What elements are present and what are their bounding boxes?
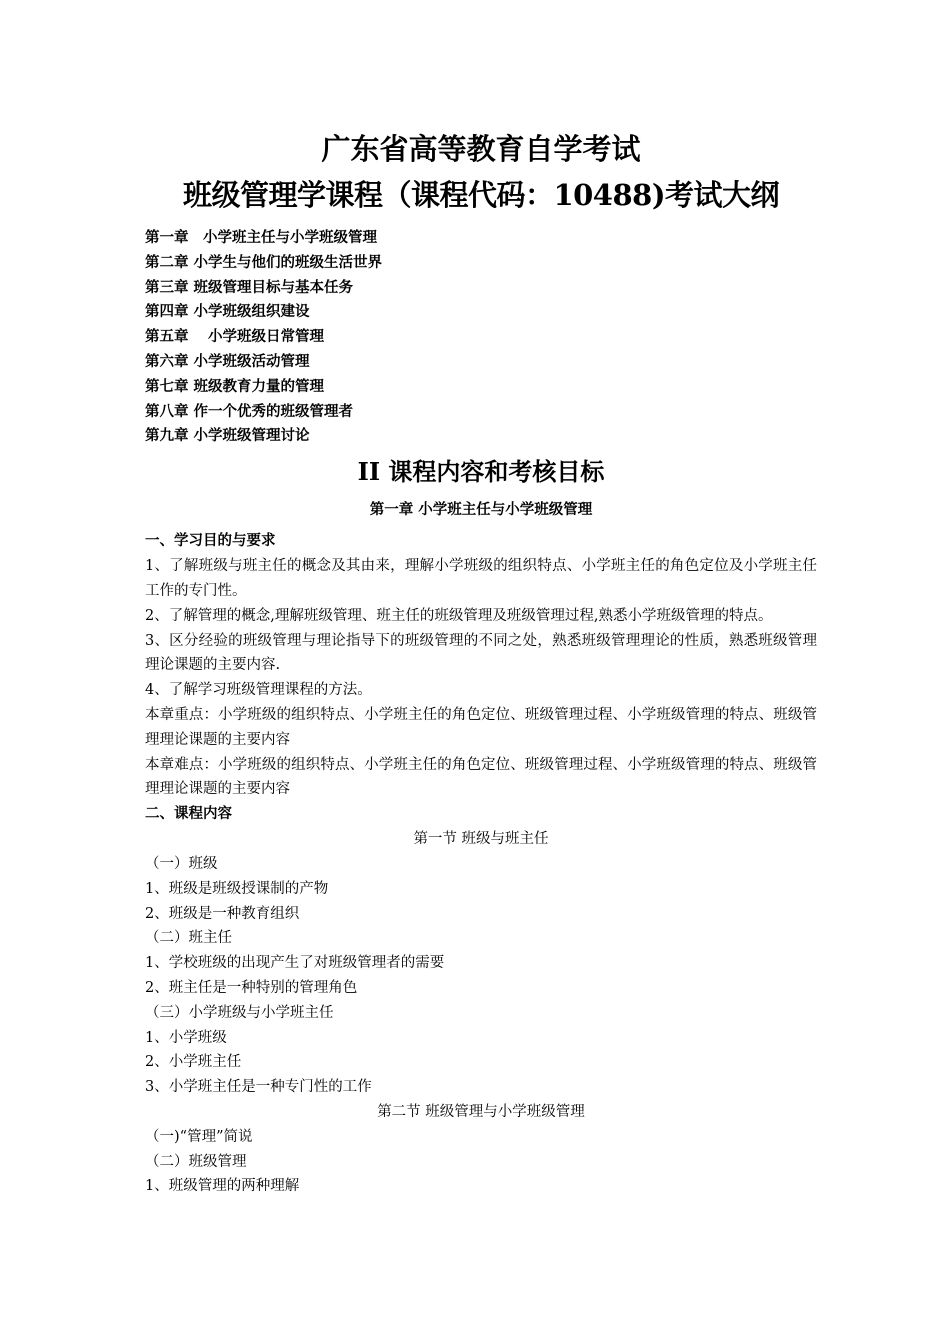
toc-item: 第二章 小学生与他们的班级生活世界 — [145, 254, 383, 271]
subsection-heading: 一、学习目的与要求 — [145, 533, 276, 550]
document-title: 广东省高等教育自学考试 — [321, 132, 641, 166]
document-page — [145, 126, 817, 1199]
paragraph: 1、了解班级与班主任的概念及其由来，理解小学班级的组织特点、小学班主任的角色定位及小学班主任工作的专门性。 — [145, 558, 817, 599]
paragraph: 2、了解管理的概念,理解班级管理、班主任的班级管理及班级管理过程,熟悉小学班级管理的特点。 — [145, 607, 773, 624]
content-line: 2、小学班主任 — [145, 1054, 242, 1071]
content-line: 2、班级是一种教育组织 — [145, 905, 300, 922]
toc-item: 第一章 小学班主任与小学班级管理 — [145, 230, 377, 246]
content-line: 2、班主任是一种特别的管理角色 — [145, 979, 358, 996]
content-line: 1、小学班级 — [145, 1029, 227, 1046]
content-line: （二）班主任 — [145, 930, 232, 947]
toc-item: 第四章 小学班级组织建设 — [145, 304, 310, 321]
content-line: 1、班级管理的两种理解 — [145, 1178, 300, 1195]
content-line: （一)“管理”简说 — [145, 1128, 253, 1145]
subsection-heading: 二、课程内容 — [145, 806, 232, 823]
paragraph: 本章难点：小学班级的组织特点、小学班主任的角色定位、班级管理过程、小学班级管理的特点、班级管理理论课题的主要内容 — [145, 756, 817, 798]
content-line: 3、小学班主任是一种专门性的工作 — [145, 1079, 372, 1096]
section-title: II 课程内容和考核目标 — [357, 457, 605, 487]
toc-item: 第八章 作一个优秀的班级管理者 — [145, 403, 354, 420]
chapter-title: 第一章 小学班主任与小学班级管理 — [369, 502, 593, 519]
paragraph: 4、了解学习班级管理课程的方法。 — [145, 682, 372, 699]
content-line: （一）班级 — [145, 855, 218, 872]
toc-item: 第九章 小学班级管理讨论 — [145, 428, 310, 445]
toc-item: 第五章 小学班级日常管理 — [145, 329, 325, 346]
document-subtitle: 班级管理学课程（课程代码：10488)考试大纲 — [182, 178, 780, 212]
content-line: （二）班级管理 — [145, 1153, 247, 1170]
toc-item: 第六章 小学班级活动管理 — [145, 353, 310, 370]
table-of-contents — [145, 226, 817, 449]
toc-item: 第三章 班级管理目标与基本任务 — [145, 279, 354, 296]
paragraph: 3、区分经验的班级管理与理论指导下的班级管理的不同之处，熟悉班级管理理论的性质，熟悉班级管理理论课题的主要内容. — [145, 632, 817, 674]
toc-item: 第七章 班级教育力量的管理 — [145, 378, 325, 395]
section-heading: 第二节 班级管理与小学班级管理 — [377, 1103, 585, 1120]
content-line: 1、班级是班级授课制的产物 — [145, 880, 329, 897]
content-line: （三）小学班级与小学班主任 — [145, 1004, 334, 1021]
section-heading: 第一节 班级与班主任 — [413, 831, 549, 848]
content-line: 1、学校班级的出现产生了对班级管理者的需要 — [145, 955, 445, 972]
paragraph: 本章重点：小学班级的组织特点、小学班主任的角色定位、班级管理过程、小学班级管理的特点、班级管理理论课题的主要内容 — [145, 706, 817, 748]
